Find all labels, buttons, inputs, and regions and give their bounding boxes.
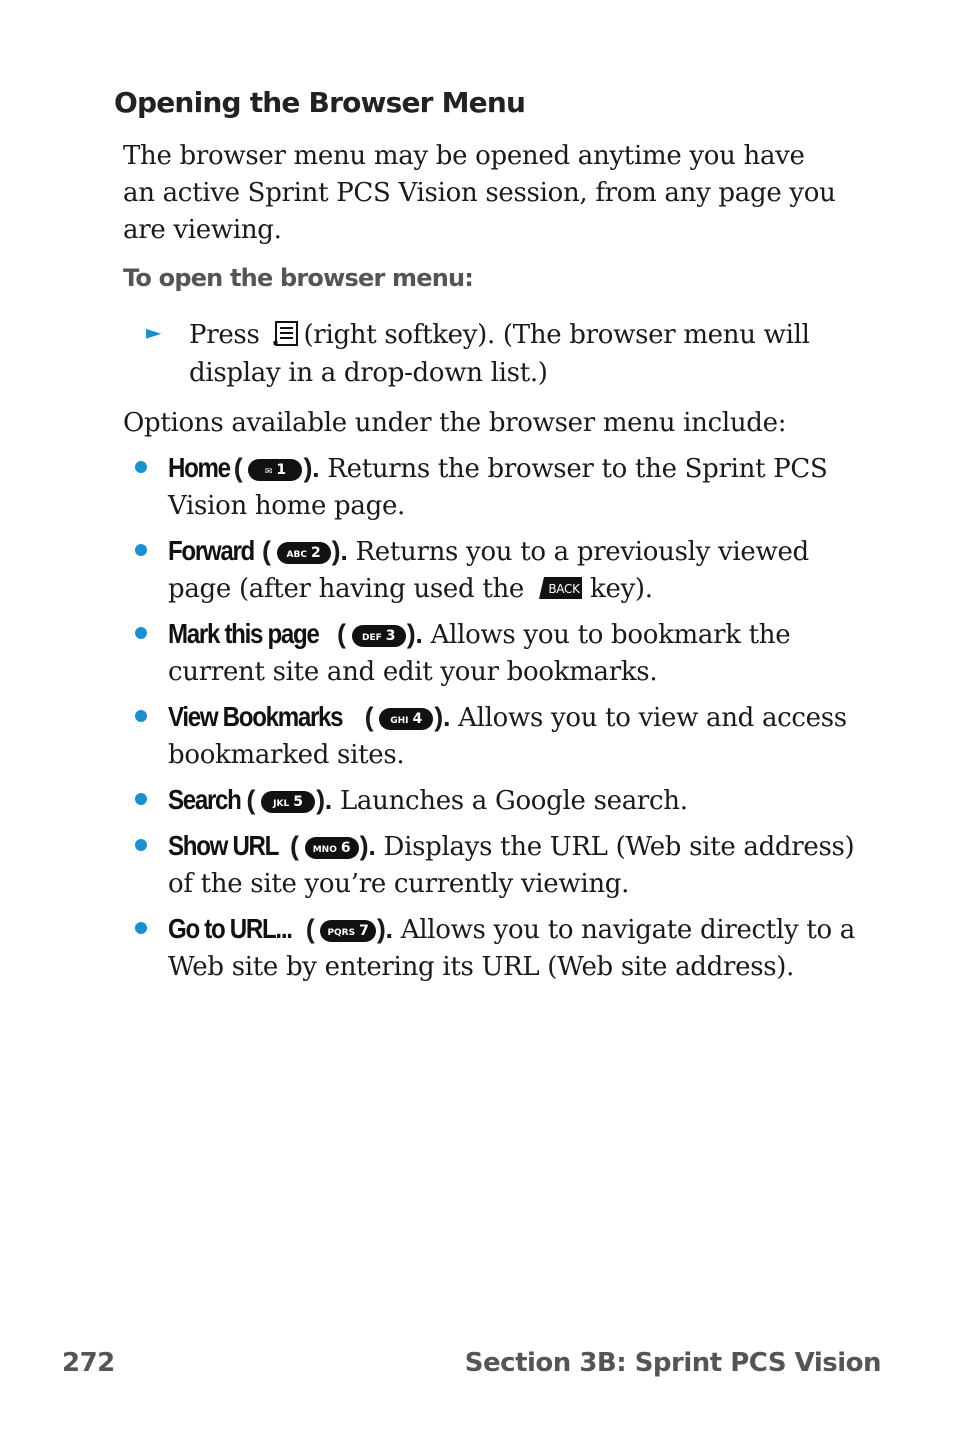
key-5-icon: JKL 5 (261, 791, 315, 813)
option-view-bookmarks: View Bookmarks ( GHI 4 ). Allows you to view and access bookmarked sites. (132, 698, 862, 774)
back-key-icon (538, 574, 584, 602)
options-list (132, 449, 862, 986)
triangle-arrow-icon: ► (146, 320, 162, 344)
procedure-step (146, 316, 846, 392)
option-description-end: key). (589, 574, 653, 604)
section-title: Section 3B: Sprint PCS Vision (464, 1348, 881, 1378)
option-term: Forward (168, 535, 254, 566)
key-3-icon: DEF 3 (352, 625, 406, 647)
bullet-dot (135, 793, 147, 805)
intro-paragraph: The browser menu may be opened anytime you have an active Sprint PCS Vision session, from any page you are viewing. (123, 141, 836, 245)
option-term: Show URL (168, 830, 279, 861)
key-1-icon: ✉ 1 (248, 459, 302, 481)
option-description: Allows you to navigate directly to a Web site by entering its URL (Web site address). (168, 915, 855, 982)
svg-text:BACK: BACK (548, 582, 580, 596)
option-forward: Forward ( ABC 2 ). Returns you to a previously viewed page (after having used the BACK key). (132, 532, 862, 608)
bullet-dot (135, 839, 147, 851)
bullet-dot (135, 544, 147, 556)
bullet-dot (135, 627, 147, 639)
step-text (189, 316, 846, 392)
option-description: Returns the browser to the Sprint PCS Vision home page. (168, 454, 828, 521)
option-term: Home (168, 452, 230, 483)
bullet-dot (135, 922, 147, 934)
key-7-icon: PQRS 7 (320, 920, 375, 942)
option-description: Allows you to bookmark the current site and edit your bookmarks. (168, 620, 791, 687)
option-mark-page: Mark this page ( DEF 3 ). Allows you to bookmark the current site and edit your bookmarks. (132, 615, 862, 691)
option-term: Search (168, 784, 241, 815)
key-6-icon: MNO 6 (305, 837, 359, 859)
option-term: Go to URL... (168, 913, 292, 944)
procedure-subheading: To open the browser menu: (123, 264, 474, 292)
page-heading: Opening the Browser Menu (114, 86, 526, 119)
options-intro: Options available under the browser menu include: (123, 408, 787, 438)
option-description: Launches a Google search. (339, 786, 688, 816)
option-go-to-url: Go to URL... ( PQRS 7 ). Allows you to navigate directly to a Web site by entering its URL (Web site address). (132, 910, 862, 986)
menu-softkey-icon (273, 321, 300, 346)
bullet-dot (135, 710, 147, 722)
bullet-dot (135, 461, 147, 473)
option-home: Home ( ✉ 1 ). Returns the browser to the Sprint PCS Vision home page. (132, 449, 862, 525)
page-number: 272 (62, 1348, 115, 1378)
option-search: Search ( JKL 5 ). Launches a Google search. (132, 781, 862, 820)
option-term: View Bookmarks (168, 701, 343, 732)
key-4-icon: GHI 4 (379, 708, 433, 730)
option-description: Returns you to a previously viewed page (after having used the (168, 537, 809, 604)
key-2-icon: ABC 2 (277, 542, 331, 564)
option-description: Displays the URL (Web site address) of the site you’re currently viewing. (168, 832, 855, 899)
step-prefix: Press (189, 320, 260, 350)
option-description: Allows you to view and access bookmarked sites. (168, 703, 847, 770)
step-suffix: (right softkey). (The browser menu will display in a drop-down list.) (189, 320, 810, 388)
option-term: Mark this page (168, 618, 319, 649)
option-show-url: Show URL ( MNO 6 ). Displays the URL (Web site address) of the site you’re currently viewing. (132, 827, 862, 903)
